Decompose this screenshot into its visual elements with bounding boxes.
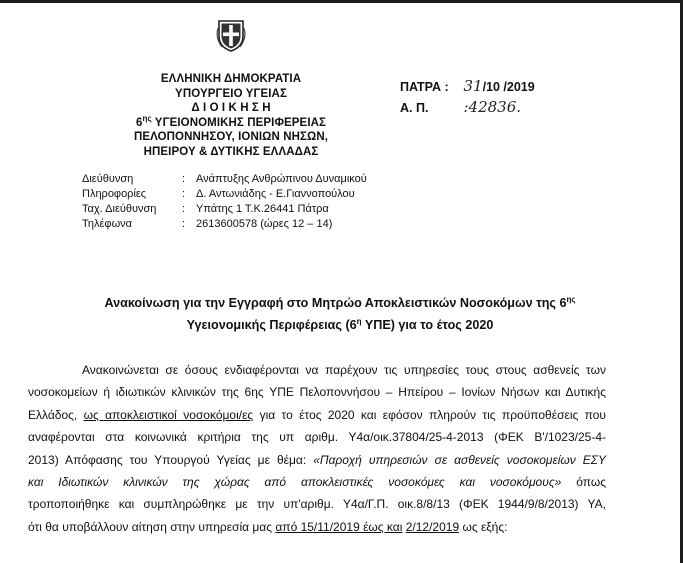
title-line-1: Ανακοίνωση για την Εγγραφή στο Μητρώο Αποκλειστικών Νοσοκόμων της $6^{\eta\varsigma}$: [104, 294, 576, 310]
handwritten-protocol-number: :42836.: [463, 98, 522, 116]
title-line-2: Υγειονομικής Περιφέρειας ($6^\eta$ ΥΠΕ) για το έτος 2020: [186, 316, 494, 332]
announcement-body: [28, 359, 606, 538]
application-start-period: από 15/11/2019 έως και: [275, 519, 403, 534]
directorate-name: Δ Ι Ο Ι Κ Η Σ Η: [191, 102, 271, 114]
contact-row: Ταχ. Διεύθυνση : Υπάτης 1 Τ.Κ.26441 Πάτρα: [82, 203, 329, 215]
protocol-label: Α. Π.: [400, 101, 429, 115]
issuer-header: [84, 72, 378, 159]
region-line-2: ΠΕΛΟΠΟΝΝΗΣΟΥ, ΙΟΝΙΩΝ ΝΗΣΩΝ,: [133, 131, 329, 143]
application-end-date: 2/12/2019: [405, 519, 460, 534]
body-line: Ανακοινώνεται σε όσους ενδιαφέρονται να παρέχουν τις υπηρεσίες τους στους ασθενείς των: [82, 363, 606, 377]
contact-row: Πληροφορίες : Δ. Αντωνιάδης - Ε.Γιαννοπούλου: [82, 188, 355, 200]
protocol-row: [400, 97, 535, 118]
body-line: 2013) Απόφασης του Υπουργού Υγείας με θέμα: «Παροχή υπηρεσιών σε ασθενείς νοσοκομείων ΕΣΥ: [28, 452, 606, 467]
republic-name: ΕΛΛΗΝΙΚΗ ΔΗΜΟΚΡΑΤΙΑ: [160, 73, 302, 85]
announcement-title: [40, 292, 640, 336]
body-line: Ελλάδος, ως αποκλειστικοί νοσοκόμοι/ες για το έτος 2020 και εφόσον πληρούν τις προϋποθέσεις που: [28, 407, 606, 422]
greek-coat-of-arms-icon: [216, 18, 246, 52]
body-line: αναφέρονται στα κοινωνικά κριτήρια της υπ αριθμ. Υ4α/οικ.37804/25-4-2013 (ΦΕΚ Β'/1023/25-4-: [28, 430, 606, 445]
handwritten-day: 31: [463, 77, 483, 95]
body-line: νοσοκομείων ή ιδιωτικών κλινικών της 6ης ΥΠΕ Πελοποννήσου – Ηπείρου – Ιονίων Νήσων και Δυτικής: [28, 385, 606, 400]
page-frame-top: [0, 0, 683, 3]
date-row: [400, 76, 535, 97]
region-line-3: ΗΠΕΙΡΟΥ & ΔΥΤΙΚΗΣ ΕΛΛΑΔΑΣ: [143, 145, 319, 158]
contact-row: Τηλέφωνα : 2613600578 (ώρες 12 – 14): [82, 218, 333, 230]
body-line: τροποποιήθηκε και συμπληρώθηκε με την υπ'αριθμ. Υ4α/Γ.Π. οικ.8/8/13 (ΦΕΚ 1944/9/8/2013) ΥΑ,: [28, 497, 606, 512]
body-line: και Ιδιωτικών κλινικών της χώρας από αποκλειστικές νοσοκόμες και νοσοκόμους» όπως: [28, 475, 606, 490]
contact-details: [82, 172, 367, 232]
region-line-1: $6^{\eta\varsigma}$ ΥΓΕΙΟΝΟΜΙΚΗΣ ΠΕΡΙΦΕΡΕΙΑΣ: [135, 113, 327, 129]
contact-row: Διεύθυνση : Ανάπτυξης Ανθρώπινου Δυναμικού: [82, 173, 367, 185]
document-meta: [400, 76, 535, 118]
body-line: ότι θα υποβάλλουν αίτηση στην υπηρεσία μας από 15/11/2019 έως και 2/12/2019 ως εξής:: [28, 519, 508, 534]
place-label: ΠΑΤΡΑ :: [400, 80, 449, 94]
date-rest: /10 /2019: [482, 80, 535, 94]
ministry-name: ΥΠΟΥΡΓΕΙΟ ΥΓΕΙΑΣ: [175, 87, 287, 100]
